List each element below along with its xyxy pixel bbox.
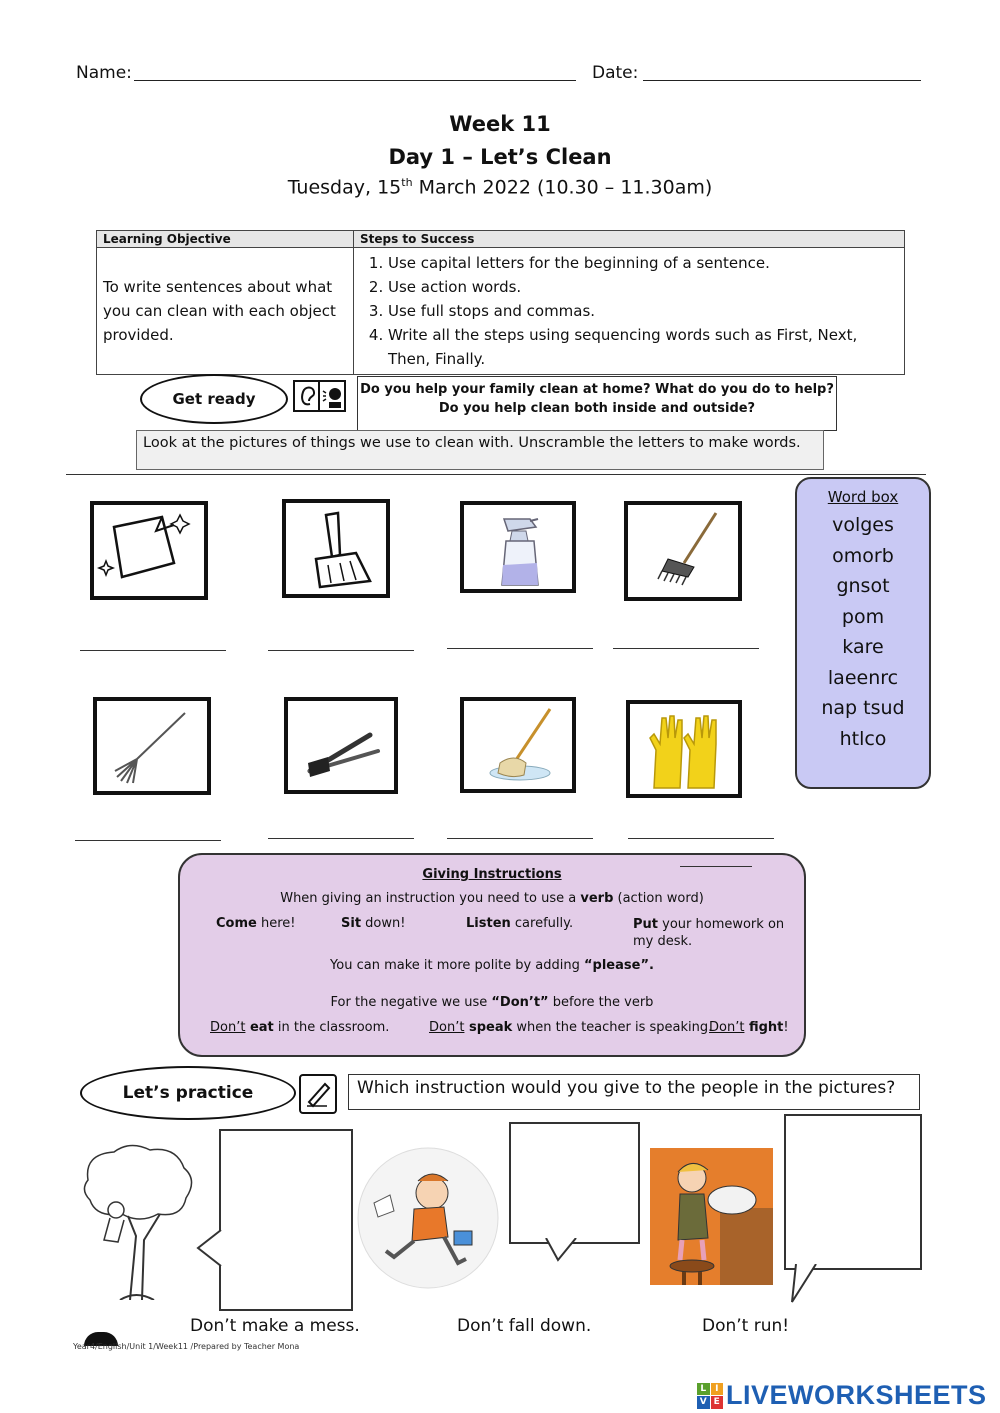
example-listen: Listen carefully. — [466, 916, 574, 931]
gloves-picture — [626, 700, 742, 798]
mop-picture — [460, 697, 576, 793]
word-box-word: htlco — [839, 727, 887, 750]
step-item: 2. Use action words. — [388, 275, 898, 299]
falling-boy-icon — [354, 1133, 502, 1303]
giving-title: Giving Instructions — [422, 867, 562, 882]
answer-line[interactable] — [613, 648, 759, 649]
step-item: 3. Use full stops and commas. — [388, 299, 898, 323]
answer-line[interactable] — [80, 650, 226, 651]
writing-icon — [299, 1074, 337, 1114]
kitchen-girl-picture — [650, 1148, 773, 1285]
polite-note: You can make it more polite by adding “please”. — [330, 958, 654, 973]
date-line[interactable] — [643, 80, 921, 81]
negative-example-speak: Don’t speak when the teacher is speaking. — [429, 1020, 713, 1035]
logo-grid-icon: L I V E — [697, 1383, 723, 1409]
tongs-icon — [288, 701, 394, 790]
speech-bubble-tail — [544, 1238, 584, 1262]
rake-picture — [93, 697, 211, 795]
word-box-word: gnsot — [836, 575, 890, 597]
word-box-word: volges — [832, 514, 894, 536]
speech-bubble-tail — [196, 1228, 222, 1268]
example-put: Put your homework on my desk. — [633, 917, 785, 949]
speech-bubble[interactable] — [219, 1129, 353, 1311]
answer-line[interactable] — [268, 838, 414, 839]
section-divider — [66, 474, 926, 475]
gloves-icon — [630, 704, 738, 794]
spray-cleaner-icon — [464, 505, 572, 589]
caption: Don’t fall down. — [457, 1316, 592, 1336]
word-box — [795, 477, 931, 789]
broom-icon — [628, 505, 738, 597]
spray-picture — [460, 501, 576, 593]
step-item: 4. Write all the steps using sequencing words such as First, Next, Then, Finally. — [388, 323, 898, 371]
decorative-line — [680, 866, 752, 867]
negative-example-eat: Don’t eat in the classroom. — [210, 1020, 390, 1035]
answer-line[interactable] — [268, 650, 414, 651]
word-box-word: pom — [841, 605, 885, 628]
speech-bubble[interactable] — [509, 1122, 640, 1244]
tree-climb-picture — [80, 1140, 198, 1300]
objective-text: To write sentences about what you can clean with each object provided. — [97, 248, 354, 375]
negative-note: For the negative we use “Don’t” before the verb — [330, 995, 654, 1010]
word-box-word: laeenrc — [827, 666, 899, 689]
day-title: Day 1 – Let’s Clean — [388, 145, 612, 169]
practice-oval: Let’s practice — [80, 1066, 296, 1120]
name-label: Name: — [76, 63, 132, 83]
date-label: Date: — [592, 63, 639, 83]
word-box-word: nap tsud — [821, 697, 905, 719]
objectives-table — [96, 230, 905, 375]
name-line[interactable] — [134, 80, 576, 81]
speaking-icon — [318, 380, 346, 412]
week-title: Week 11 — [449, 112, 551, 136]
ear-icon — [293, 380, 321, 412]
get-ready-oval: Get ready — [140, 374, 288, 424]
broom-picture — [624, 501, 742, 601]
word-box-word: kare — [842, 636, 884, 658]
objective-header: Learning Objective — [97, 231, 354, 248]
caption: Don’t make a mess. — [190, 1316, 360, 1336]
cloth-picture — [90, 501, 208, 600]
lesson-date: Tuesday, 15th March 2022 (10.30 – 11.30am) — [287, 176, 713, 199]
word-box-title: Word box — [827, 488, 899, 506]
answer-line[interactable] — [447, 838, 593, 839]
girl-baking-icon — [650, 1148, 773, 1285]
answer-line[interactable] — [75, 840, 221, 841]
practice-question: Which instruction would you give to the people in the pictures? — [348, 1074, 920, 1110]
get-ready-question: Do you help your family clean at home? What do you do to help? Do you help clean both inside and outside? — [357, 376, 837, 431]
steps-list — [354, 248, 905, 375]
speech-bubble-tail — [790, 1264, 826, 1304]
mop-icon — [464, 701, 572, 789]
giving-instructions-box — [178, 853, 806, 1057]
example-sit: Sit down! — [341, 916, 406, 931]
tongs-picture — [284, 697, 398, 794]
dustpan-icon — [286, 503, 386, 594]
answer-line[interactable] — [628, 838, 774, 839]
giving-intro: When giving an instruction you need to use a verb (action word) — [280, 891, 704, 906]
caption: Don’t run! — [702, 1316, 790, 1336]
answer-line[interactable] — [447, 648, 593, 649]
rake-icon — [97, 701, 207, 791]
steps-header: Steps to Success — [354, 231, 905, 248]
liveworksheets-logo[interactable] — [697, 1380, 987, 1411]
negative-example-fight: Don’t fight! — [709, 1020, 789, 1035]
dustpan-picture — [282, 499, 390, 598]
footer-credit: Year4/English/Unit 1/Week11 /Prepared by Teacher Mona — [73, 1342, 300, 1351]
word-box-word: omorb — [832, 544, 894, 567]
example-come: Come here! — [216, 916, 296, 931]
tree-icon — [80, 1140, 198, 1300]
falling-boy-picture — [354, 1133, 502, 1303]
cloth-icon — [94, 505, 204, 596]
speech-bubble[interactable] — [784, 1114, 922, 1270]
step-item: 1. Use capital letters for the beginning of a sentence. — [388, 251, 898, 275]
logo-text: LIVEWORKSHEETS — [726, 1380, 987, 1410]
instruction-box: Look at the pictures of things we use to clean with. Unscramble the letters to make words. — [136, 430, 824, 470]
